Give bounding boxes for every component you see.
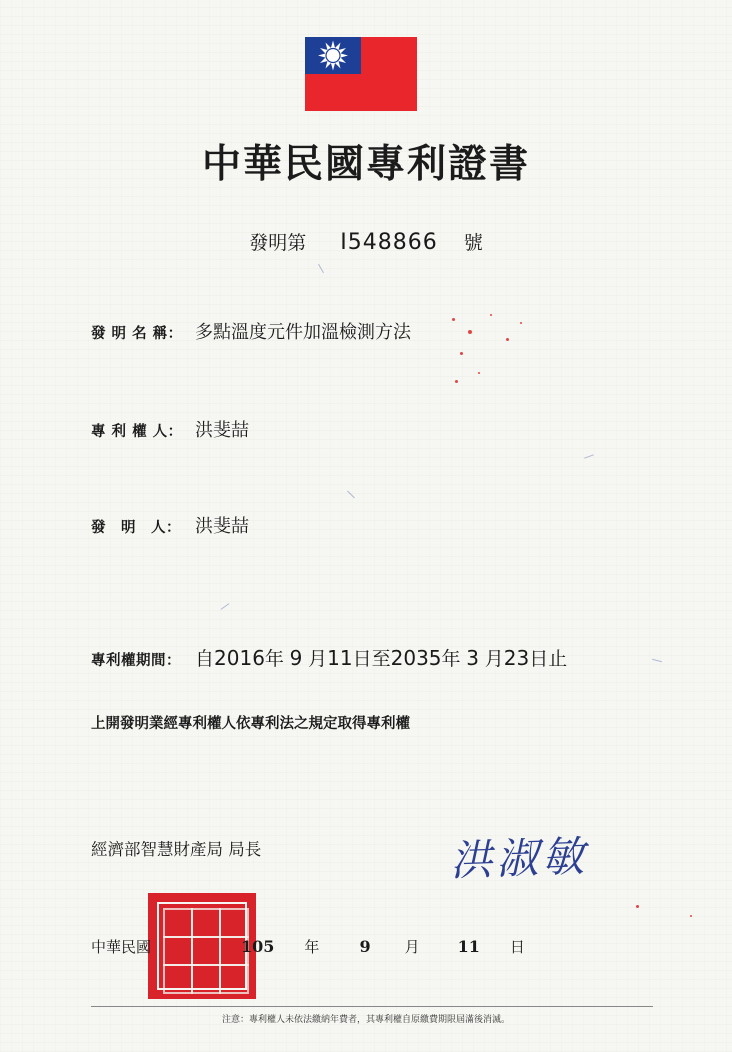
invention-name-label: 發 明 名 稱： (91, 326, 183, 342)
patent-number-line (0, 228, 732, 255)
ink-speck (690, 915, 692, 917)
inventor-label: 發 明 人： (91, 520, 181, 536)
date-month-unit: 月 (404, 938, 420, 956)
grant-statement: 上開發明業經專利權人依專利法之規定取得專利權 (91, 716, 410, 732)
period-month-unit: 月 (308, 648, 328, 670)
ink-speck (520, 322, 522, 324)
ink-speck (460, 352, 463, 355)
footer-note: 注意：專利權人未依法繳納年費者，其專利權自原繳費期限屆滿後消滅。 (221, 1015, 510, 1025)
period-to-year: 2035 (390, 646, 442, 670)
period-year-unit: 年 (264, 648, 284, 670)
paper-fiber (221, 603, 230, 610)
ink-speck (490, 314, 492, 316)
date-prefix: 中華民國 (91, 938, 152, 956)
issuer-title: 經濟部智慧財產局 局長 (91, 840, 262, 859)
ink-speck (468, 330, 472, 334)
period-end-suffix: 日止 (529, 648, 568, 670)
date-year: 105 (241, 937, 275, 956)
period-from-prefix: 自 (195, 648, 215, 670)
patentee-row (91, 416, 249, 442)
inventor-value: 洪斐喆 (195, 516, 249, 537)
paper-fiber (347, 491, 355, 499)
period-to-day: 23 (503, 646, 530, 670)
period-from-year: 2016 (214, 646, 265, 670)
seal-glyph (191, 908, 221, 938)
seal-glyph (163, 908, 193, 938)
seal-glyph (219, 964, 249, 994)
certificate-title: 中華民國專利證書 (201, 141, 530, 187)
period-from-month: 9 (289, 646, 303, 670)
ink-speck (452, 318, 455, 321)
roc-flag (305, 37, 417, 111)
footer-divider (91, 1006, 653, 1007)
paper-fiber (318, 264, 324, 273)
period-from-day: 11 (327, 646, 353, 670)
seal-glyph (191, 964, 221, 994)
patent-number-label: 發明第 (249, 232, 307, 254)
seal-glyph (219, 908, 249, 938)
patent-number-suffix: 號 (463, 232, 483, 254)
date-year-unit: 年 (304, 938, 320, 956)
patentee-label: 專 利 權 人： (91, 424, 183, 440)
date-day-unit: 日 (509, 938, 525, 956)
patentee-value: 洪斐喆 (195, 420, 249, 441)
ink-speck (478, 372, 480, 374)
invention-name-row (91, 318, 411, 344)
white-sun-icon (305, 37, 361, 74)
period-to-year-unit: 年 (441, 648, 461, 670)
inventor-row (91, 512, 249, 538)
invention-name-value: 多點溫度元件加溫檢測方法 (195, 322, 411, 343)
issue-date (91, 936, 525, 957)
seal-glyph (163, 964, 193, 994)
paper-fiber (652, 659, 662, 663)
patent-period-row (91, 644, 567, 671)
period-to-month: 3 (466, 646, 480, 670)
paper-fiber (584, 454, 594, 458)
ink-speck (506, 338, 509, 341)
flag-canton (305, 37, 361, 74)
date-day: 11 (457, 937, 480, 956)
ink-speck (455, 380, 458, 383)
period-day-unit: 日至 (352, 648, 391, 670)
date-month: 9 (359, 937, 371, 956)
director-signature: 洪淑敏 (449, 831, 589, 886)
patent-period-label: 專利權期間： (91, 653, 181, 669)
period-to-month-unit: 月 (484, 648, 504, 670)
ink-speck (636, 905, 639, 908)
patent-number: I548866 (340, 230, 438, 255)
